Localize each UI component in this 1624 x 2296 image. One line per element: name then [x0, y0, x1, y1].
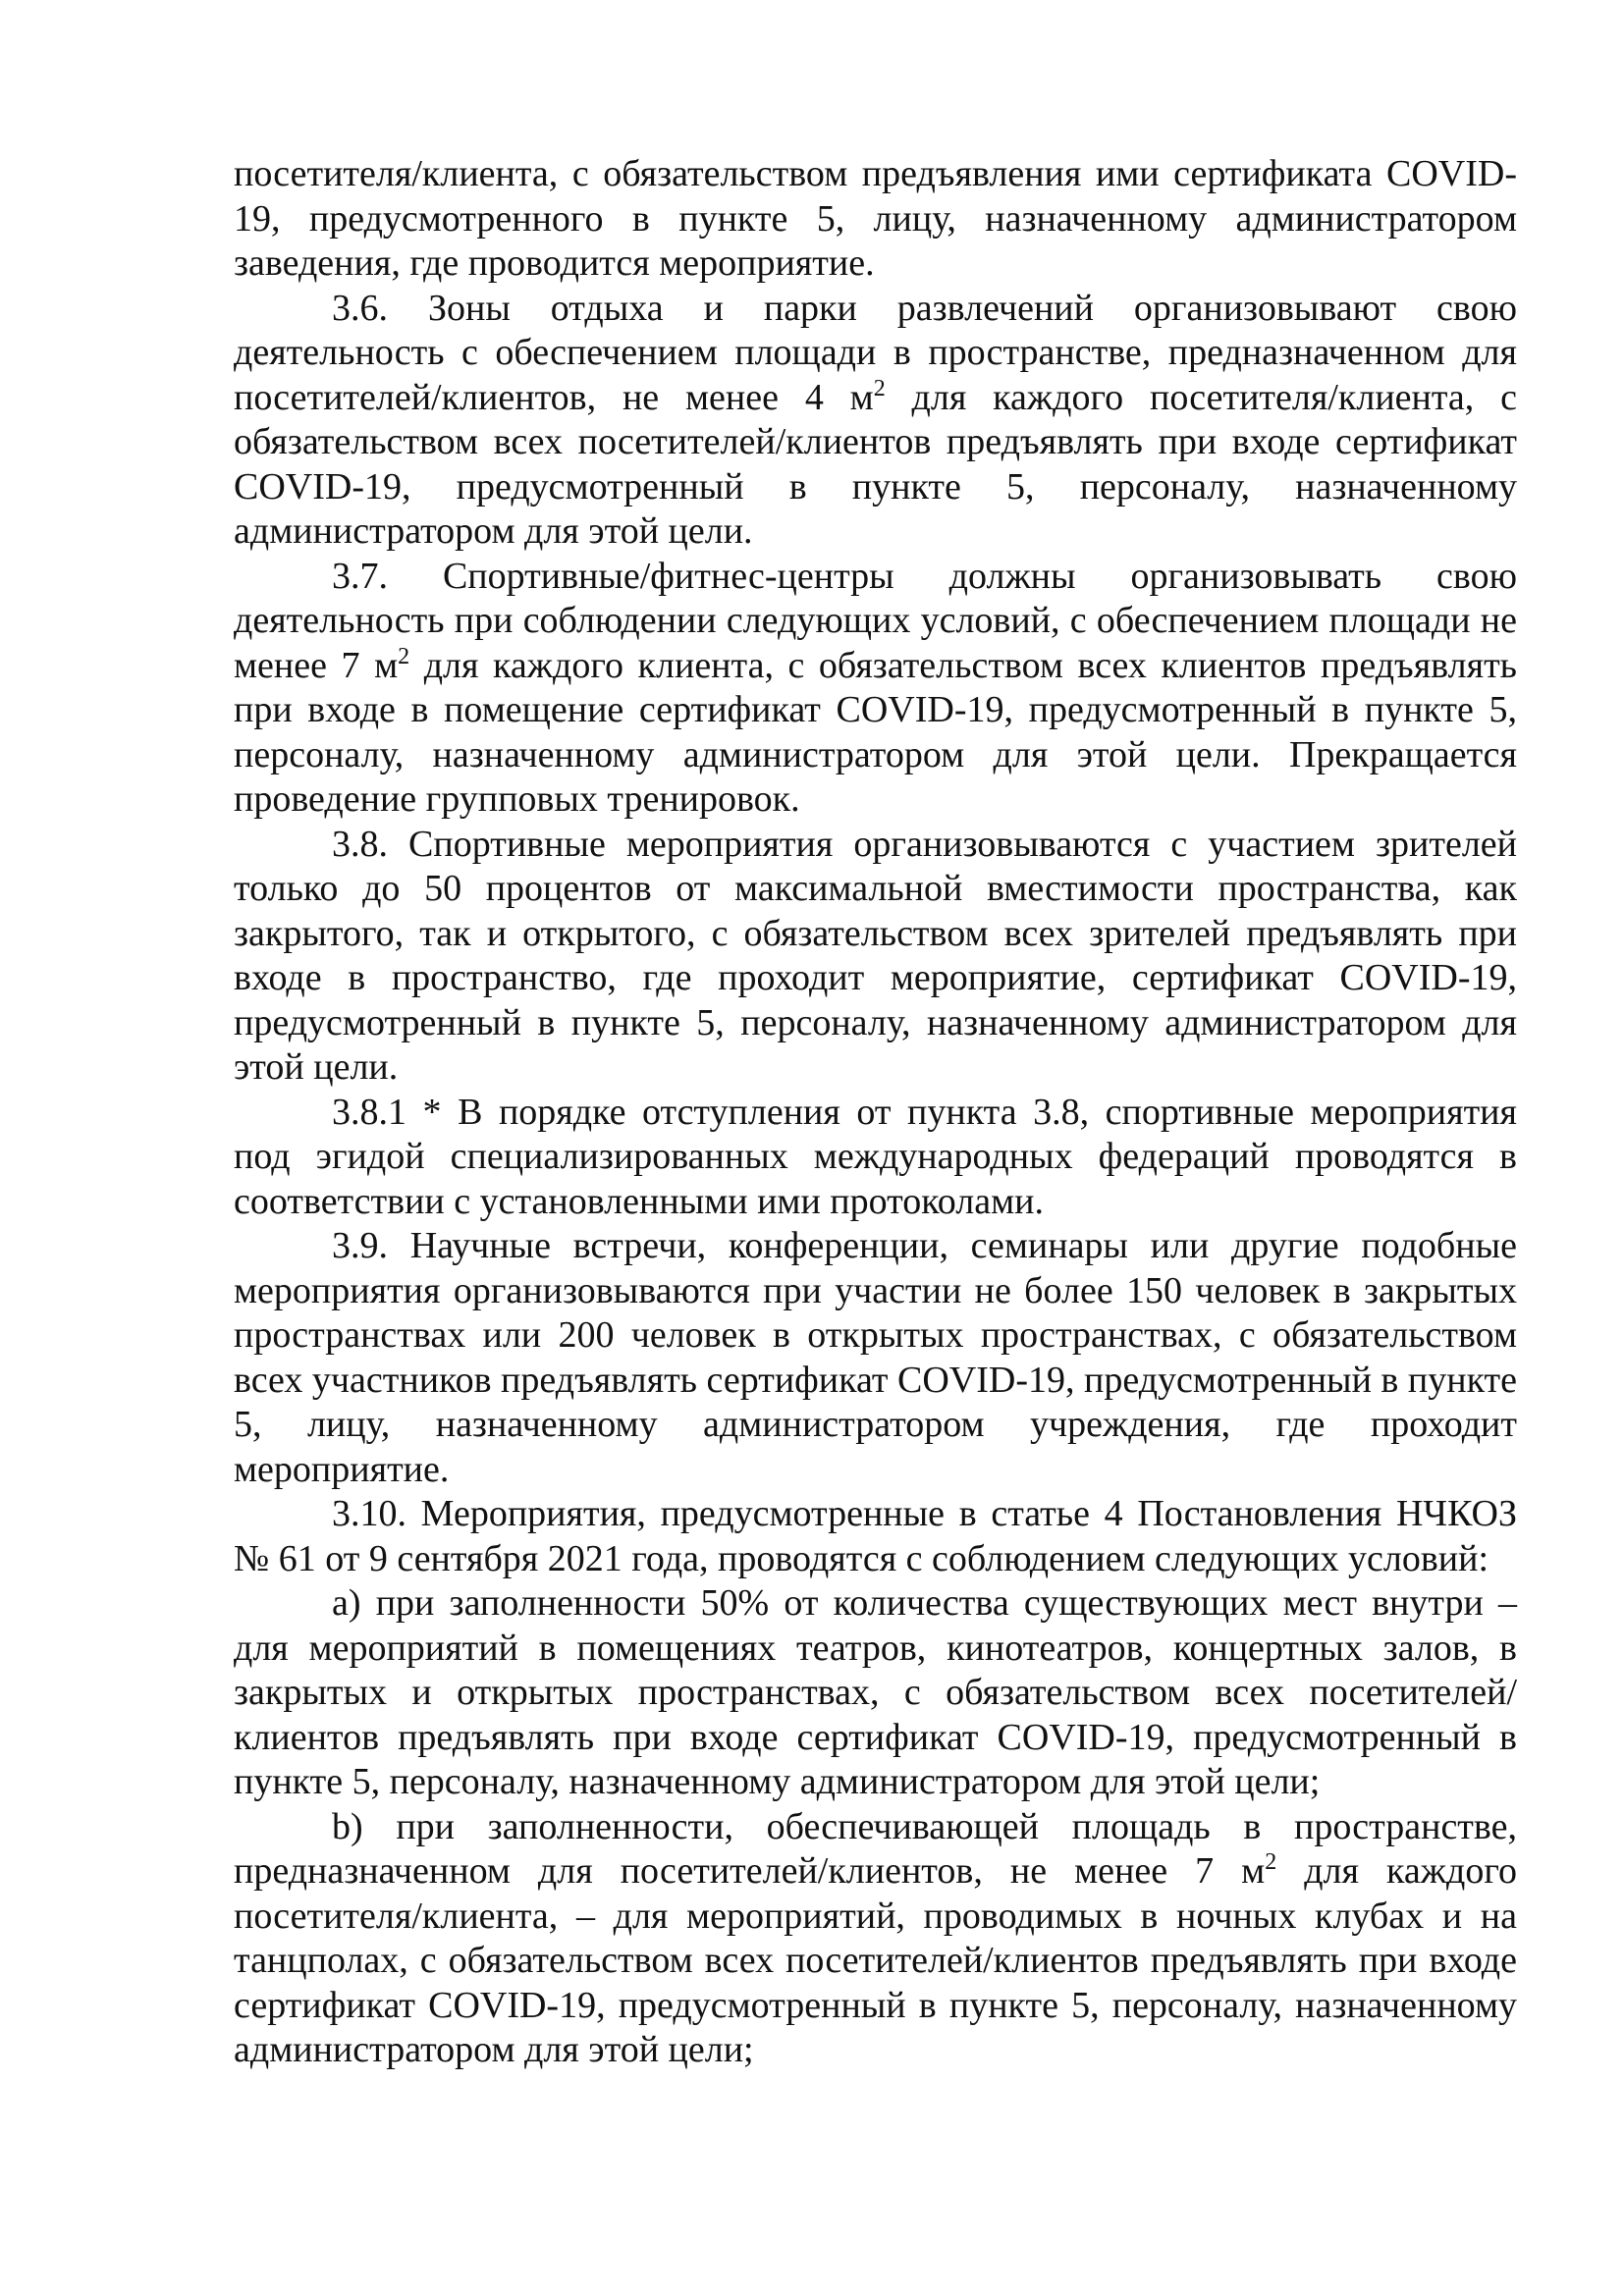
paragraph-3-6: [234, 287, 1517, 555]
paragraph-3-10: 3.10. Мероприятия, предусмотренные в статье 4 Постановления НЧКОЗ № 61 от 9 сентября 2021 года, проводятся с соблюдением следующих условий:: [234, 1493, 1517, 1579]
superscript-square: 2: [398, 643, 410, 669]
paragraph-3-8: 3.8. Спортивные мероприятия организовываются с участием зрителей только до 50 процентов от максимальной вместимости пространства, как закрытого, так и открытого, с обязательством всех зрителей предъявлять при входе в пространство, где проходит мероприятие, сертификат COVID-19, предусмотренный в пункте 5, персоналу, назначенному администратором для этой цели.: [234, 823, 1517, 1088]
paragraph-3-7-text-a: 3.7. Спортивные/фитнес-центры должны организовывать свою деятельность при соблюдении следующих условий, с обеспечением площади не менее 7 м: [234, 555, 1517, 686]
paragraph-item-a: а) при заполненности 50% от количества существующих мест внутри – для мероприятий в помещениях театров, кинотеатров, концертных залов, в закрытых и открытых пространствах, с обязательством всех посетителей/клиентов предъявлять при входе сертификат COVID-19, предусмотренный в пункте 5, персоналу, назначенному администратором для этой цели;: [234, 1582, 1517, 1802]
superscript-square: 2: [873, 375, 886, 401]
paragraph-item-b: [234, 1805, 1517, 2073]
paragraph-3-9: 3.9. Научные встречи, конференции, семинары или другие подобные мероприятия организовываются при участии не более 150 человек в закрытых пространствах или 200 человек в открытых пространствах, с обязательством всех участников предъявлять сертификат COVID-19, предусмотренный в пункте 5, лицу, назначенному администратором учреждения, где проходит мероприятие.: [234, 1225, 1517, 1490]
paragraph-3-6-text-b: для каждого посетителя/клиента, с обязательством всех посетителей/клиентов предъявлять при входе сертификат COVID-19, предусмотренный в пункте 5, персоналу, назначенному администратором для этой цели.: [234, 376, 1517, 552]
superscript-square: 2: [1265, 1849, 1277, 1875]
paragraph-item-b-text-b: для каждого посетителя/клиента, – для мероприятий, проводимых в ночных клубах и на танцполах, с обязательством всех посетителей/клиентов предъявлять при входе сертификат COVID-19, предусмотренный в пункте 5, персоналу, назначенному администратором для этой цели;: [234, 1850, 1517, 2070]
paragraph-continuation: посетителя/клиента, с обязательством предъявления ими сертификата COVID-19, предусмотренного в пункте 5, лицу, назначенному администратором заведения, где проводится мероприятие.: [234, 153, 1517, 284]
paragraph-3-6-text-a: 3.6. Зоны отдыха и парки развлечений организовывают свою деятельность с обеспечением площади в пространстве, предназначенном для посетителей/клиентов, не менее 4 м: [234, 287, 1517, 418]
paragraph-3-7-text-b: для каждого клиента, с обязательством всех клиентов предъявлять при входе в помещение сертификат COVID-19, предусмотренный в пункте 5, персоналу, назначенному администратором для этой цели. Прекращается проведение групповых тренировок.: [234, 644, 1518, 820]
document-page: [234, 152, 1517, 2073]
paragraph-item-b-text-a: b) при заполненности, обеспечивающей площадь в пространстве, предназначенном для посетителей/клиентов, не менее 7 м: [234, 1805, 1517, 1892]
paragraph-3-8-1: 3.8.1 * В порядке отступления от пункта 3.8, спортивные мероприятия под эгидой специализированных международных федераций проводятся в соответствии с установленными ими протоколами.: [234, 1091, 1517, 1222]
paragraph-3-7: [234, 555, 1517, 823]
